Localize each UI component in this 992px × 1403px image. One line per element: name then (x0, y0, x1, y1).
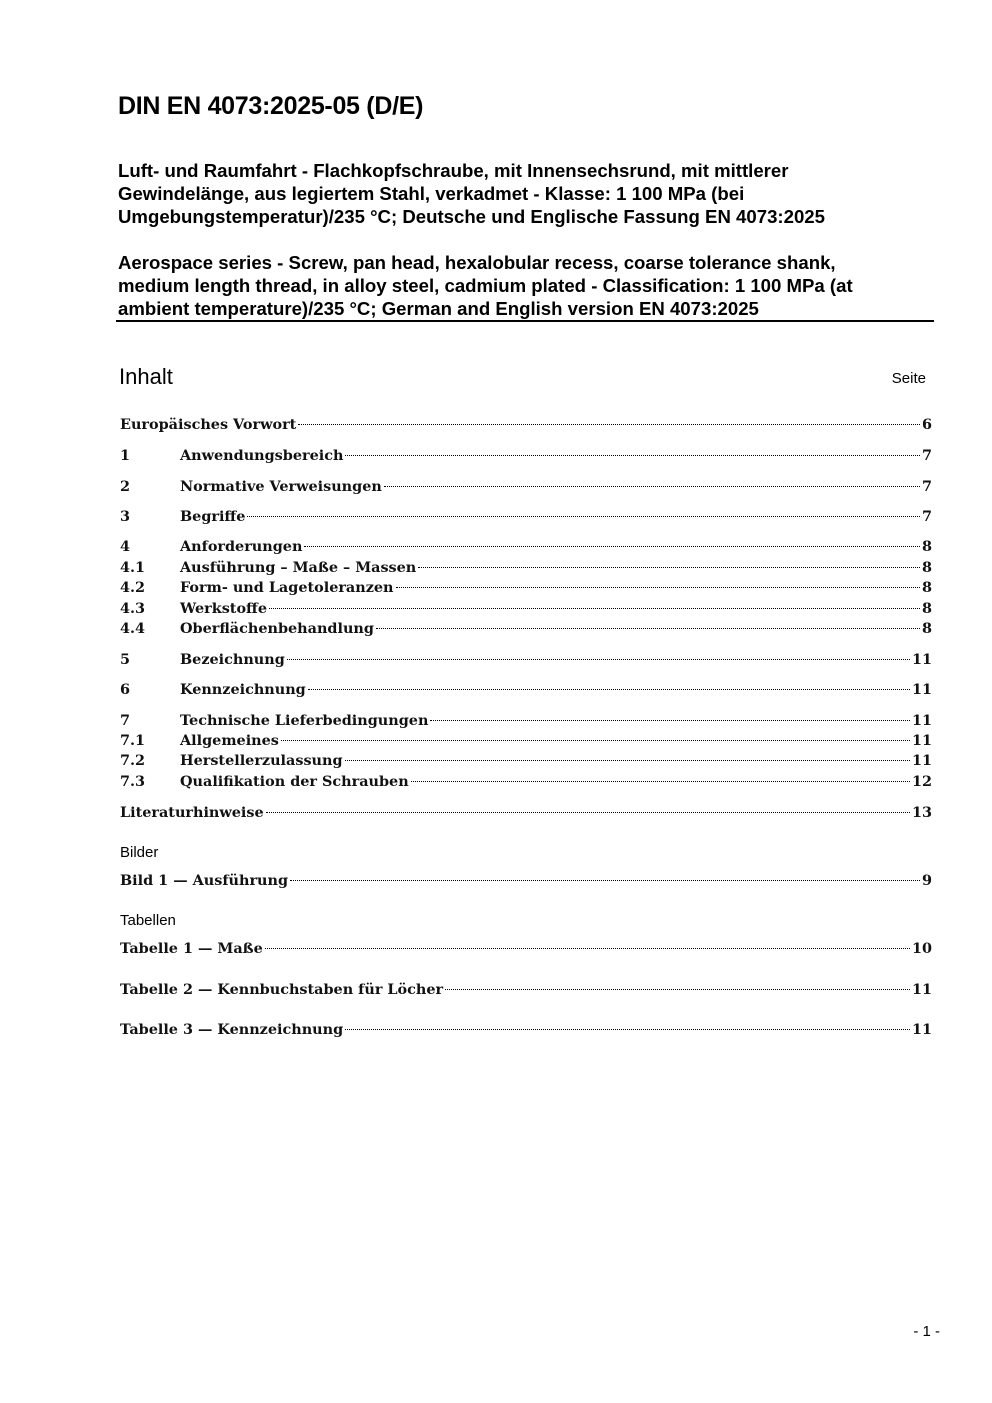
toc-entry-label: Herstellerzulassung (180, 752, 343, 769)
toc-entry-page: 7 (921, 447, 932, 464)
toc-entry-label: Ausführung – Maße – Massen (180, 559, 417, 576)
table-entry-label: Tabelle 3 — Kennzeichnung (120, 1021, 344, 1038)
toc-entry-label: Allgemeines (180, 732, 279, 749)
dot-leader (298, 423, 920, 425)
toc-entry-label: Kennzeichnung (180, 681, 306, 698)
toc-entry[interactable] (120, 680, 932, 700)
table-entry-label: Tabelle 1 — Maße (120, 940, 263, 957)
toc-entry-number: 4.2 (120, 579, 146, 596)
table-entry-label: Tabelle 2 — Kennbuchstaben für Löcher (120, 981, 444, 998)
toc-entry[interactable] (120, 772, 932, 792)
toc-entry-page: 8 (921, 538, 932, 555)
toc-entry[interactable] (120, 537, 932, 557)
dot-leader (266, 811, 910, 813)
toc-entry-label: Oberflächenbehandlung (180, 620, 374, 637)
toc-entry-page: 11 (911, 732, 932, 749)
figure-entry-page: 9 (921, 872, 932, 889)
toc-entry-label: Anforderungen (180, 538, 303, 555)
toc-entry-label: Begriffe (180, 508, 246, 525)
toc-entry[interactable] (120, 599, 932, 619)
toc-heading: Inhalt (119, 364, 173, 389)
dot-leader (384, 485, 920, 487)
table-entry[interactable] (120, 980, 932, 1000)
toc-entry[interactable] (120, 507, 932, 527)
title-german-line: Gewindelänge, aus legiertem Stahl, verkadmet - Klasse: 1 100 MPa (bei (118, 183, 745, 204)
toc-entry[interactable] (120, 477, 932, 497)
toc-entry-label: Normative Verweisungen (180, 478, 382, 495)
toc-page-column-label: Seite (891, 370, 926, 387)
toc-entry-number: 4.3 (120, 600, 146, 617)
toc-entry-page: 8 (921, 559, 932, 576)
title-english-line: Aerospace series - Screw, pan head, hexalobular recess, coarse tolerance shank, (118, 252, 836, 273)
toc-entry-page: 11 (911, 651, 932, 668)
dot-leader (308, 688, 910, 690)
dot-leader (445, 988, 910, 990)
toc-entry[interactable] (120, 558, 932, 578)
title-english-line: ambient temperature)/235 °C; German and English version EN 4073:2025 (118, 298, 759, 319)
page-number: - 1 - (913, 1323, 940, 1340)
dot-leader (304, 545, 920, 547)
toc-entry-number: 3 (120, 508, 131, 525)
toc-entry-page: 7 (921, 508, 932, 525)
dot-leader (418, 566, 920, 568)
dot-leader (345, 759, 910, 761)
toc-entry-number: 5 (120, 651, 131, 668)
toc-entry-label: Qualifikation der Schrauben (180, 773, 409, 790)
dot-leader (411, 780, 910, 782)
dot-leader (269, 607, 920, 609)
toc-entry-page: 8 (921, 620, 932, 637)
figure-entry-label: Bild 1 — Ausführung (120, 872, 289, 889)
dot-leader (396, 586, 920, 588)
table-entry-page: 11 (911, 1021, 932, 1038)
toc-entry-page: 6 (921, 416, 932, 433)
title-english (118, 251, 934, 320)
toc-entry-page: 12 (911, 773, 932, 790)
figure-entry[interactable] (120, 871, 932, 891)
toc-entry-page: 8 (921, 600, 932, 617)
toc-entry[interactable] (120, 731, 932, 751)
table-entry[interactable] (120, 939, 932, 959)
toc-entry[interactable] (120, 803, 932, 823)
title-german (118, 159, 934, 228)
toc-entry-label: Literaturhinweise (120, 804, 264, 821)
toc-entry-label: Form- und Lagetoleranzen (180, 579, 394, 596)
toc-entry-label: Anwendungsbereich (180, 447, 344, 464)
dot-leader (376, 627, 920, 629)
toc-entry-page: 8 (921, 579, 932, 596)
toc-entry-number: 7.1 (120, 732, 146, 749)
toc-entry-page: 11 (911, 752, 932, 769)
toc-entry-page: 13 (911, 804, 932, 821)
title-german-line: Umgebungstemperatur)/235 °C; Deutsche und Englische Fassung EN 4073:2025 (118, 206, 825, 227)
toc-entry-label: Werkstoffe (180, 600, 268, 617)
toc-entry-number: 6 (120, 681, 131, 698)
table-entry-page: 10 (911, 940, 932, 957)
toc-entry[interactable] (120, 711, 932, 731)
toc-entry-page: 11 (911, 681, 932, 698)
title-divider (116, 320, 934, 322)
toc-entry-number: 7.3 (120, 773, 146, 790)
toc-entry[interactable] (120, 619, 932, 639)
toc-entry[interactable] (120, 578, 932, 598)
table-entry[interactable] (120, 1020, 932, 1040)
dot-leader (281, 739, 910, 741)
document-id: DIN EN 4073:2025-05 (D/E) (118, 92, 424, 120)
dot-leader (290, 879, 920, 881)
toc-entry[interactable] (120, 415, 932, 435)
toc-entry-number: 4.1 (120, 559, 146, 576)
toc-entry-number: 4 (120, 538, 131, 555)
toc-entry-label: Technische Lieferbedingungen (180, 712, 429, 729)
toc-entry-number: 4.4 (120, 620, 146, 637)
dot-leader (287, 658, 910, 660)
figures-caption: Bilder (120, 844, 159, 861)
dot-leader (345, 454, 920, 456)
title-english-line: medium length thread, in alloy steel, cadmium plated - Classification: 1 100 MPa (at (118, 275, 853, 296)
toc-entry-number: 1 (120, 447, 131, 464)
toc-entry-number: 7 (120, 712, 131, 729)
title-german-line: Luft- und Raumfahrt - Flachkopfschraube, mit Innensechsrund, mit mittlerer (118, 160, 789, 181)
toc-entry-page: 7 (921, 478, 932, 495)
dot-leader (430, 719, 910, 721)
dot-leader (345, 1028, 910, 1030)
toc-entry[interactable] (120, 446, 932, 466)
toc-entry-number: 7.2 (120, 752, 146, 769)
toc-entry-number: 2 (120, 478, 131, 495)
toc-entry-page: 11 (911, 712, 932, 729)
toc-entry[interactable] (120, 751, 932, 771)
toc-entry-label: Bezeichnung (180, 651, 285, 668)
tables-caption: Tabellen (120, 912, 176, 929)
dot-leader (265, 947, 910, 949)
dot-leader (247, 515, 920, 517)
toc-entry[interactable] (120, 650, 932, 670)
table-entry-page: 11 (911, 981, 932, 998)
toc-entry-label: Europäisches Vorwort (120, 416, 297, 433)
